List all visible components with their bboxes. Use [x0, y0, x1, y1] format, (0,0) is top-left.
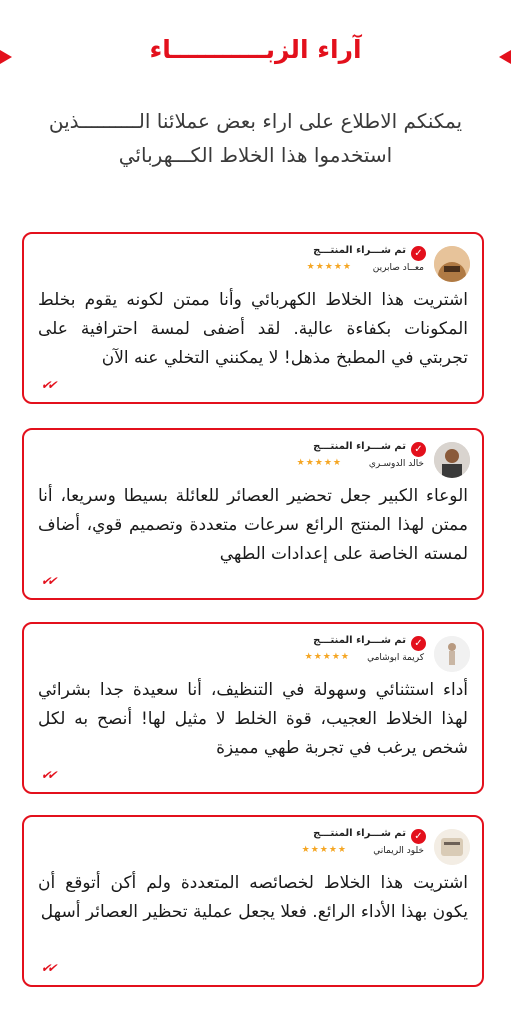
avatar [434, 636, 470, 672]
reviewer-name: خالد الدوسـري [368, 459, 424, 469]
star-rating: ★★★★★ [304, 652, 350, 662]
avatar [434, 442, 470, 478]
verified-check-icon: ✓ [411, 829, 426, 844]
verified-purchase-label: تم شـــراء المنتـــج [313, 245, 406, 256]
double-check-icon: ✔✔ [40, 961, 56, 975]
review-card [22, 622, 484, 794]
review-text: الوعاء الكبير جعل تحضير العصائر للعائلة بسيطا وسريعا، أنا ممتن لهذا المنتج الرائع سرعات متعددة وتصميم قوي، أضاف لمسته الخاصة على إعدادات الطهي [38, 486, 468, 564]
reviewer-name: معــاد صابرين [372, 263, 424, 273]
star-rating: ★★★★★ [306, 262, 352, 272]
verified-check-icon: ✓ [411, 636, 426, 651]
avatar [434, 829, 470, 865]
verified-purchase-label: تم شـــراء المنتـــج [313, 441, 406, 452]
review-card [22, 428, 484, 600]
avatar [434, 246, 470, 282]
page-subtitle: يمكنكم الاطلاع على اراء بعض عملائنا الــــــــــذين استخدموا هذا الخلاط الكـــهربائي [48, 109, 463, 167]
reviewer-name: خلود الريماني [373, 846, 424, 856]
verified-purchase-label: تم شـــراء المنتـــج [313, 828, 406, 839]
star-rating: ★★★★★ [296, 458, 342, 468]
star-rating: ★★★★★ [301, 845, 347, 855]
page-title: آراء الزبـــــــــــاء [149, 35, 362, 64]
review-card [22, 232, 484, 404]
review-text: أداء استثنائي وسهولة في التنظيف، أنا سعيدة جدا بشرائي لهذا الخلاط العجيب، قوة الخلط لا مثيل لها! أنصح به لكل شخص يرغب في تجربة طهي مميزة [38, 680, 468, 758]
review-card [22, 815, 484, 987]
reviewer-name: كريمة ابوشامي [367, 653, 424, 663]
review-text: اشتريت هذا الخلاط الكهربائي وأنا ممتن لكونه يقوم بخلط المكونات بكفاءة عالية. لقد أضفى لمسة احترافية على تجربتي في المطبخ مذهل! لا يمكنني التخلي عنه الآن [38, 290, 468, 368]
double-check-icon: ✔✔ [40, 768, 56, 782]
verified-purchase-label: تم شـــراء المنتـــج [313, 635, 406, 646]
verified-check-icon: ✓ [411, 442, 426, 457]
review-text: اشتريت هذا الخلاط لخصائصه المتعددة ولم أكن أتوقع أن يكون بهذا الأداء الرائع. فعلا يجعل عملية تحظير العصائر أسهل [38, 873, 468, 922]
double-check-icon: ✔✔ [40, 574, 56, 588]
double-check-icon: ✔✔ [40, 378, 56, 392]
verified-check-icon: ✓ [411, 246, 426, 261]
